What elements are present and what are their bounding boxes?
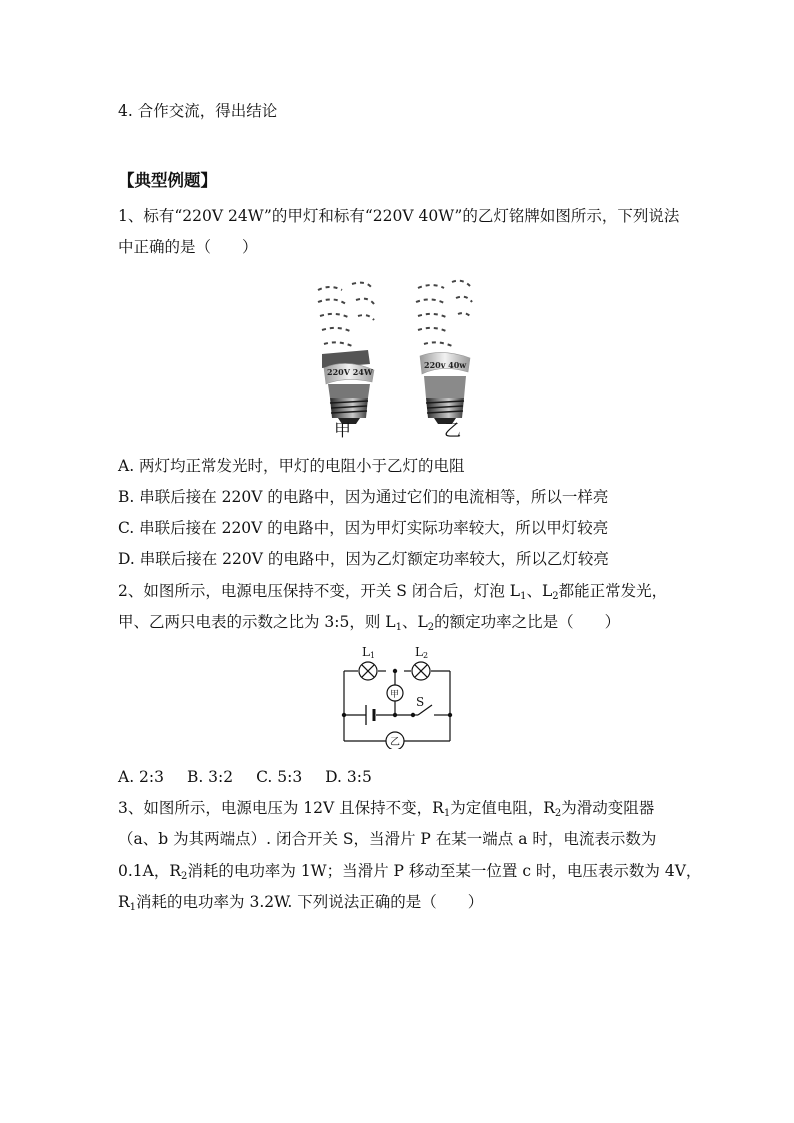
svg-text:乙: 乙 [390, 737, 400, 748]
q3-line-2: （a、b 为其两端点）. 闭合开关 S，当滑片 P 在某一端点 a 时，电流表示数为 [118, 830, 657, 848]
svg-text:L2: L2 [415, 645, 429, 660]
bulbs-figure [300, 272, 500, 442]
q3-line-4: $R_1$消耗的电功率为 3.2W. 下列说法正确的是（ ） [118, 893, 484, 913]
bulb-yi-label: 乙 [444, 421, 461, 441]
q1-option-a: A. 两灯均正常发光时，甲灯的电阻小于乙灯的电阻 [118, 457, 465, 475]
bulb-jia-icon [318, 283, 374, 424]
svg-text:S: S [416, 695, 425, 709]
bulb-jia-rating: 220V 24W [327, 367, 373, 377]
q2-line-2: 甲、乙两只电表的示数之比为 3:5，则 $L_1$、$L_2$的额定功率之比是（ ） [118, 613, 621, 633]
q1-line-1: 1、标有“220V 24W”的甲灯和标有“220V 40W”的乙灯铭牌如图所示，下列说法 [118, 207, 680, 225]
bulb-yi-rating: 220v 40w [424, 360, 467, 370]
circuit-diagram [336, 643, 460, 749]
bulb-yi-icon [416, 281, 472, 424]
q1-option-d: D. 串联后接在 220V 的电路中，因为乙灯额定功率较大，所以乙灯较亮 [118, 550, 609, 568]
q2-option-b: B. 3:2 [186, 768, 234, 786]
q2-options [118, 766, 372, 788]
q1-line-2: 中正确的是（ ） [118, 238, 258, 256]
q2-option-d: D. 3:5 [325, 768, 372, 786]
q1-option-b: B. 串联后接在 220V 的电路中，因为通过它们的电流相等，所以一样亮 [118, 488, 609, 506]
q1-option-c: C. 串联后接在 220V 的电路中，因为甲灯实际功率较大，所以甲灯较亮 [118, 519, 609, 537]
step-4-text: 4. 合作交流，得出结论 [118, 102, 278, 120]
q2-line-1: 2、如图所示，电源电压保持不变，开关 S 闭合后，灯泡 $L_1$、$L_2$都能正常发光， [118, 582, 668, 602]
bulb-jia-label: 甲 [334, 421, 351, 441]
lamp-l2-icon [412, 662, 430, 680]
battery-icon [366, 705, 374, 725]
lamp-l1-icon [359, 662, 377, 680]
q3-line-1: 3、如图所示，电源电压为 12V 且保持不变，$R_1$为定值电阻，$R_2$为滑动变阻器 [118, 799, 655, 819]
q3-line-3: 0.1A，$R_2$消耗的电功率为 1W；当滑片 P 移动至某一位置 c 时，电压表示数为 4V， [118, 862, 702, 882]
svg-text:L1: L1 [362, 645, 376, 660]
svg-text:甲: 甲 [390, 690, 400, 700]
q2-option-a: A. 2:3 [118, 768, 164, 786]
section-heading: 【典型例题】 [118, 171, 217, 190]
q2-option-c: C. 5:3 [256, 768, 303, 786]
